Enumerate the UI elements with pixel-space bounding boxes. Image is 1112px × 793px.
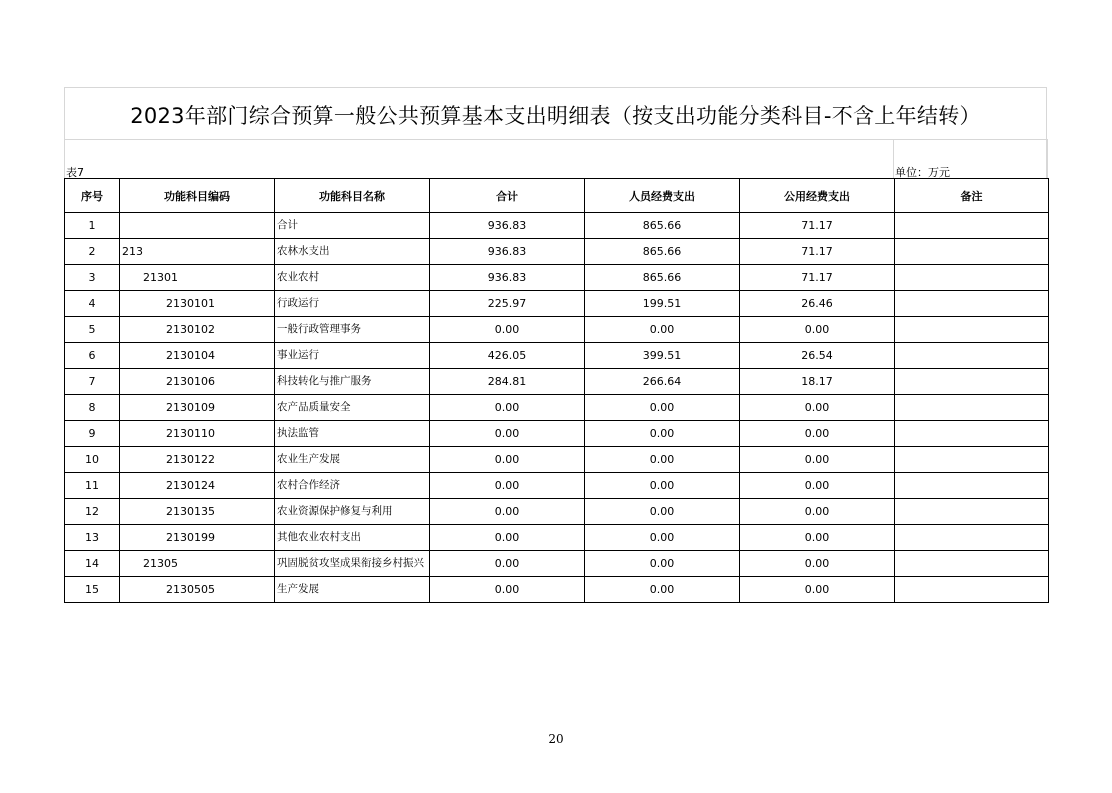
header-personnel: 人员经费支出 [585,179,740,213]
row-public: 0.00 [740,447,895,473]
row-total: 0.00 [430,551,585,577]
row-code: 2130135 [120,499,275,525]
row-total: 0.00 [430,577,585,603]
row-code: 2130102 [120,317,275,343]
row-number: 11 [65,473,120,499]
row-total: 0.00 [430,395,585,421]
budget-table [64,178,1049,603]
row-personnel: 0.00 [585,447,740,473]
row-remark [895,213,1049,239]
row-name: 科技转化与推广服务 [275,369,430,395]
row-remark [895,291,1049,317]
row-total: 225.97 [430,291,585,317]
table-row [65,317,1049,343]
row-personnel: 199.51 [585,291,740,317]
row-name: 农业农村 [275,265,430,291]
row-number: 15 [65,577,120,603]
row-personnel: 0.00 [585,499,740,525]
row-public: 0.00 [740,421,895,447]
header-public: 公用经费支出 [740,179,895,213]
row-name: 农业资源保护修复与利用 [275,499,430,525]
table-row [65,239,1049,265]
row-name: 农产品质量安全 [275,395,430,421]
row-public: 0.00 [740,499,895,525]
row-personnel: 865.66 [585,265,740,291]
row-total: 936.83 [430,265,585,291]
row-number: 14 [65,551,120,577]
row-remark [895,499,1049,525]
row-remark [895,265,1049,291]
row-remark [895,369,1049,395]
row-personnel: 0.00 [585,577,740,603]
row-total: 0.00 [430,525,585,551]
table-row [65,421,1049,447]
row-total: 284.81 [430,369,585,395]
row-code: 2130199 [120,525,275,551]
table-row [65,577,1049,603]
row-code: 2130124 [120,473,275,499]
table-header-row [65,179,1049,213]
row-public: 0.00 [740,551,895,577]
row-name: 一般行政管理事务 [275,317,430,343]
row-public: 0.00 [740,395,895,421]
unit-label: 单位：万元 [895,166,950,179]
row-personnel: 0.00 [585,525,740,551]
row-remark [895,421,1049,447]
header-code: 功能科目编码 [120,179,275,213]
row-public: 0.00 [740,317,895,343]
row-code: 2130106 [120,369,275,395]
row-name: 巩固脱贫攻坚成果衔接乡村振兴 [275,551,430,577]
row-personnel: 0.00 [585,473,740,499]
unit-cell-divider [893,139,894,179]
row-code: 2130505 [120,577,275,603]
row-remark [895,473,1049,499]
row-public: 71.17 [740,239,895,265]
row-personnel: 0.00 [585,551,740,577]
table-row [65,291,1049,317]
row-total: 0.00 [430,317,585,343]
row-number: 1 [65,213,120,239]
table-row [65,369,1049,395]
row-name: 合计 [275,213,430,239]
table-body [65,213,1049,603]
row-personnel: 0.00 [585,421,740,447]
header-remark: 备注 [895,179,1049,213]
row-remark [895,239,1049,265]
row-number: 13 [65,525,120,551]
row-public: 0.00 [740,473,895,499]
row-remark [895,395,1049,421]
row-code [120,213,275,239]
row-remark [895,551,1049,577]
row-total: 936.83 [430,239,585,265]
row-number: 12 [65,499,120,525]
table-row [65,499,1049,525]
row-number: 5 [65,317,120,343]
row-name: 农林水支出 [275,239,430,265]
row-total: 0.00 [430,499,585,525]
row-code: 2130110 [120,421,275,447]
page-number: 20 [548,732,564,746]
row-personnel: 0.00 [585,395,740,421]
row-name: 农村合作经济 [275,473,430,499]
row-remark [895,577,1049,603]
table-row [65,395,1049,421]
row-public: 26.46 [740,291,895,317]
row-number: 8 [65,395,120,421]
row-name: 行政运行 [275,291,430,317]
row-personnel: 865.66 [585,239,740,265]
row-remark [895,343,1049,369]
row-public: 71.17 [740,265,895,291]
row-name: 其他农业农村支出 [275,525,430,551]
row-name: 农业生产发展 [275,447,430,473]
row-total: 0.00 [430,447,585,473]
table-row [65,447,1049,473]
row-number: 10 [65,447,120,473]
row-public: 26.54 [740,343,895,369]
row-number: 9 [65,421,120,447]
row-number: 3 [65,265,120,291]
row-remark [895,317,1049,343]
row-number: 7 [65,369,120,395]
row-public: 0.00 [740,525,895,551]
row-name: 执法监管 [275,421,430,447]
row-personnel: 399.51 [585,343,740,369]
row-number: 2 [65,239,120,265]
frame-right-edge [1047,139,1048,179]
title-divider [64,139,1047,140]
row-code: 2130109 [120,395,275,421]
row-code: 2130101 [120,291,275,317]
row-number: 4 [65,291,120,317]
table-row [65,525,1049,551]
table-row [65,213,1049,239]
row-code: 21301 [120,265,275,291]
table-row [65,343,1049,369]
row-public: 71.17 [740,213,895,239]
row-personnel: 865.66 [585,213,740,239]
row-number: 6 [65,343,120,369]
page-title: 2023年部门综合预算一般公共预算基本支出明细表（按支出功能分类科目-不含上年结转） [130,104,981,128]
row-public: 18.17 [740,369,895,395]
row-code: 213 [120,239,275,265]
row-public: 0.00 [740,577,895,603]
row-code: 2130104 [120,343,275,369]
row-code: 21305 [120,551,275,577]
row-total: 936.83 [430,213,585,239]
row-name: 事业运行 [275,343,430,369]
table-row [65,551,1049,577]
row-total: 0.00 [430,421,585,447]
row-personnel: 266.64 [585,369,740,395]
row-personnel: 0.00 [585,317,740,343]
row-remark [895,525,1049,551]
row-total: 0.00 [430,473,585,499]
row-total: 426.05 [430,343,585,369]
header-no: 序号 [65,179,120,213]
table-label: 表7 [66,166,84,179]
header-name: 功能科目名称 [275,179,430,213]
table-row [65,265,1049,291]
header-total: 合计 [430,179,585,213]
row-name: 生产发展 [275,577,430,603]
row-code: 2130122 [120,447,275,473]
row-remark [895,447,1049,473]
table-row [65,473,1049,499]
